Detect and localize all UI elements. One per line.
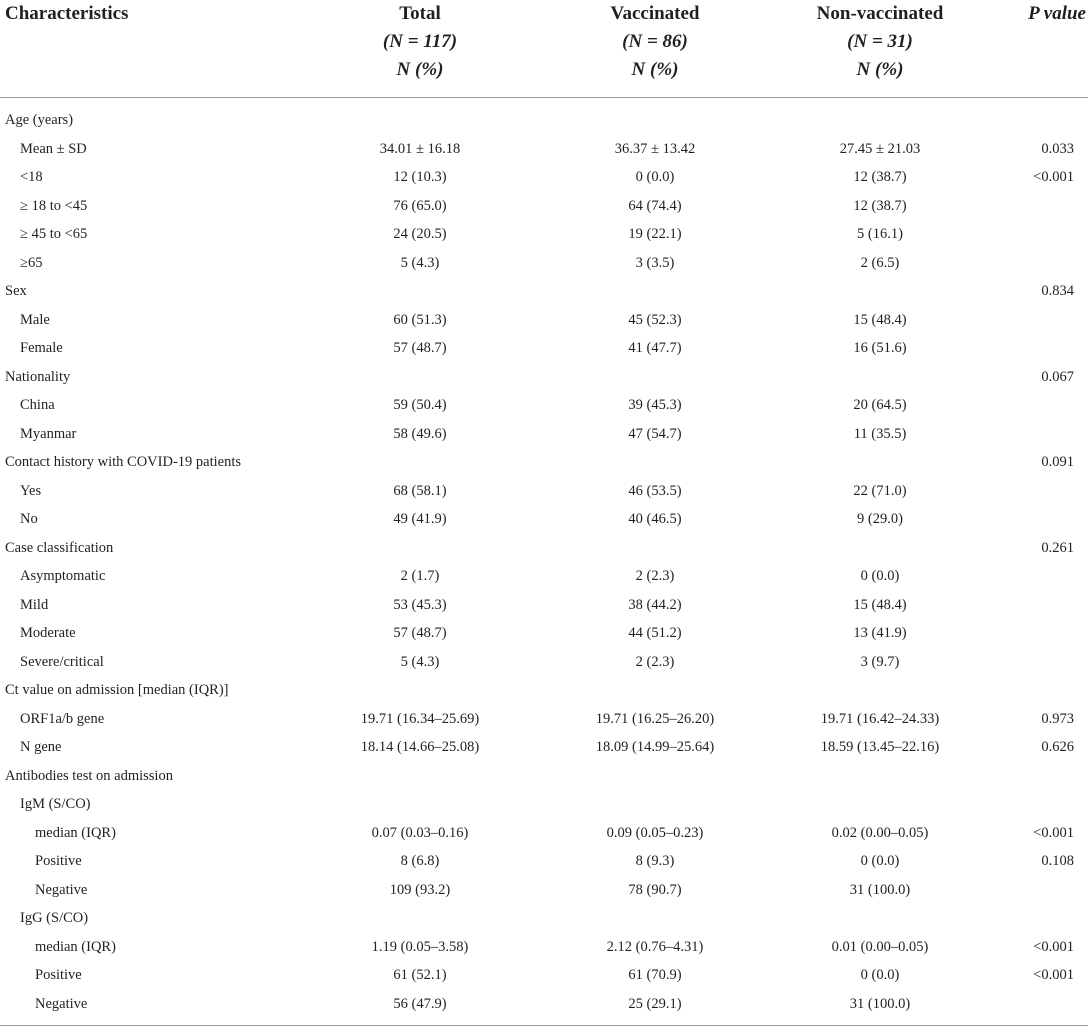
- row-label: Sex: [5, 283, 27, 300]
- row-label: ≥65: [20, 254, 43, 271]
- table-row: [0, 990, 1088, 1025]
- row-label: Age (years): [5, 112, 74, 128]
- cell-total: 49 (41.9): [393, 511, 447, 528]
- cell-total: [300, 98, 540, 136]
- row-label: Mild: [20, 596, 49, 613]
- cell-non-vaccinated: [770, 449, 990, 478]
- cell-total: 18.14 (14.66–25.08): [360, 739, 480, 756]
- cell-p-value: [990, 98, 1088, 136]
- cell-p-value: [990, 392, 1088, 421]
- table-row: [0, 192, 1088, 221]
- table-row: [0, 164, 1088, 193]
- row-label: Ct value on admission [median (IQR)]: [5, 682, 229, 699]
- cell-non-vaccinated: [770, 791, 990, 820]
- table-row: [0, 392, 1088, 421]
- cell-non-vaccinated: 15 (48.4): [853, 596, 907, 613]
- row-label: Male: [20, 311, 50, 328]
- row-label: ≥ 18 to <45: [20, 197, 88, 214]
- cell-vaccinated: 2 (2.3): [635, 653, 675, 670]
- row-label: IgG (S/CO): [20, 910, 89, 927]
- cell-total: 56 (47.9): [300, 990, 540, 1025]
- cell-vaccinated: 47 (54.7): [628, 425, 682, 442]
- header-vaccinated-title: Vaccinated: [610, 3, 700, 24]
- row-label: Myanmar: [20, 425, 77, 442]
- row-label: median (IQR): [35, 938, 116, 955]
- cell-vaccinated: 19.71 (16.25–26.20): [595, 710, 715, 727]
- cell-total: 1.19 (0.05–3.58): [371, 938, 469, 955]
- cell-vaccinated: 3 (3.5): [635, 254, 675, 271]
- cell-non-vaccinated: [770, 363, 990, 392]
- cell-non-vaccinated: 12 (38.7): [853, 197, 907, 214]
- cell-vaccinated: 39 (45.3): [628, 397, 682, 414]
- cell-p-value: 0.261: [1041, 539, 1074, 556]
- cell-non-vaccinated: 12 (38.7): [853, 169, 907, 186]
- cell-non-vaccinated: 18.59 (13.45–22.16): [820, 739, 940, 756]
- cell-vaccinated: 61 (70.9): [628, 967, 682, 984]
- cell-vaccinated: 46 (53.5): [628, 482, 682, 499]
- cell-total: 68 (58.1): [393, 482, 447, 499]
- cell-vaccinated: 2 (2.3): [635, 568, 675, 585]
- table-row: [0, 677, 1088, 706]
- cell-vaccinated: [540, 363, 770, 392]
- cell-non-vaccinated: 2 (6.5): [860, 254, 900, 271]
- header-vaccinated-unit: N (%): [631, 59, 679, 80]
- table-header: [0, 0, 1088, 98]
- table-row: [0, 933, 1088, 962]
- cell-p-value: [990, 335, 1088, 364]
- row-label: China: [20, 397, 55, 414]
- cell-total: 0.07 (0.03–0.16): [371, 824, 469, 841]
- cell-non-vaccinated: 13 (41.9): [853, 625, 907, 642]
- table-row: [0, 420, 1088, 449]
- cell-non-vaccinated: 11 (35.5): [853, 425, 907, 442]
- cell-p-value: [990, 677, 1088, 706]
- row-label: N gene: [20, 739, 62, 756]
- cell-p-value: <0.001: [1033, 938, 1074, 955]
- row-label: IgM (S/CO): [20, 796, 91, 813]
- cell-p-value: [990, 249, 1088, 278]
- row-label: Positive: [35, 967, 82, 984]
- cell-vaccinated: 0.09 (0.05–0.23): [606, 824, 704, 841]
- table-row: [0, 506, 1088, 535]
- row-label: Negative: [35, 881, 88, 898]
- cell-vaccinated: 40 (46.5): [628, 511, 682, 528]
- cell-vaccinated: 78 (90.7): [628, 881, 682, 898]
- row-label: Case classification: [5, 539, 114, 556]
- table-row: [0, 221, 1088, 250]
- table-row: [0, 335, 1088, 364]
- row-label: Positive: [35, 853, 82, 870]
- cell-total: 57 (48.7): [393, 625, 447, 642]
- table-row: [0, 249, 1088, 278]
- cell-non-vaccinated: [770, 677, 990, 706]
- header-characteristics-label: Characteristics: [5, 3, 129, 24]
- cell-vaccinated: [540, 98, 770, 136]
- table-row: [0, 278, 1088, 307]
- header-p-value-label: P value: [1028, 3, 1086, 24]
- table-row: [0, 135, 1088, 164]
- cell-total: [300, 363, 540, 392]
- cell-p-value: [990, 990, 1088, 1025]
- cell-total: [300, 905, 540, 934]
- cell-non-vaccinated: 31 (100.0): [770, 990, 990, 1025]
- cell-non-vaccinated: 0.02 (0.00–0.05): [831, 824, 929, 841]
- cell-p-value: <0.001: [1033, 824, 1074, 841]
- cell-non-vaccinated: 0 (0.0): [860, 967, 900, 984]
- cell-vaccinated: 38 (44.2): [628, 596, 682, 613]
- cell-non-vaccinated: 0 (0.0): [860, 568, 900, 585]
- row-label: ≥ 45 to <65: [20, 226, 88, 243]
- cell-p-value: <0.001: [1033, 967, 1074, 984]
- cell-vaccinated: [540, 278, 770, 307]
- table-row: [0, 363, 1088, 392]
- cell-total: 12 (10.3): [393, 169, 447, 186]
- cell-non-vaccinated: 3 (9.7): [860, 653, 900, 670]
- row-label: ORF1a/b gene: [20, 710, 105, 727]
- cell-total: 5 (4.3): [400, 254, 440, 271]
- cell-p-value: [990, 420, 1088, 449]
- cell-p-value: 0.067: [1041, 368, 1074, 385]
- cell-p-value: [990, 591, 1088, 620]
- cell-vaccinated: 18.09 (14.99–25.64): [595, 739, 715, 756]
- cell-non-vaccinated: 16 (51.6): [853, 340, 907, 357]
- cell-total: [300, 278, 540, 307]
- cell-non-vaccinated: 19.71 (16.42–24.33): [820, 710, 940, 727]
- row-label: Mean ± SD: [20, 140, 87, 157]
- table-row: [0, 98, 1088, 136]
- cell-total: 76 (65.0): [393, 197, 447, 214]
- cell-p-value: 0.834: [1041, 283, 1074, 300]
- cell-vaccinated: [540, 449, 770, 478]
- table-row: [0, 905, 1088, 934]
- cell-total: [300, 762, 540, 791]
- cell-p-value: [990, 192, 1088, 221]
- cell-total: 5 (4.3): [400, 653, 440, 670]
- cell-total: 59 (50.4): [393, 397, 447, 414]
- cell-p-value: 0.108: [1041, 853, 1074, 870]
- row-label: No: [20, 511, 38, 528]
- header-vaccinated-n: (N = 86): [622, 31, 688, 52]
- header-characteristics: [0, 0, 300, 98]
- cell-total: 19.71 (16.34–25.69): [360, 710, 480, 727]
- table-row: [0, 876, 1088, 905]
- cell-total: 8 (6.8): [400, 853, 440, 870]
- table-row: [0, 791, 1088, 820]
- cell-vaccinated: 0 (0.0): [635, 169, 675, 186]
- cell-total: 24 (20.5): [393, 226, 447, 243]
- cell-total: [300, 449, 540, 478]
- cell-vaccinated: 2.12 (0.76–4.31): [606, 938, 704, 955]
- table-row: [0, 306, 1088, 335]
- table-row: [0, 563, 1088, 592]
- header-total-unit: N (%): [396, 59, 444, 80]
- cell-vaccinated: 36.37 ± 13.42: [614, 140, 696, 157]
- cell-vaccinated: [540, 762, 770, 791]
- cell-p-value: [990, 306, 1088, 335]
- row-label: <18: [20, 169, 43, 186]
- table-row: [0, 477, 1088, 506]
- cell-p-value: [990, 762, 1088, 791]
- cell-non-vaccinated: 9 (29.0): [857, 511, 903, 528]
- table-row: [0, 591, 1088, 620]
- cell-vaccinated: 64 (74.4): [628, 197, 682, 214]
- header-total-title: Total: [399, 3, 441, 24]
- row-label: Contact history with COVID-19 patients: [5, 454, 242, 471]
- header-p-value: [990, 0, 1088, 98]
- cell-total: 60 (51.3): [393, 311, 447, 328]
- cell-total: 34.01 ± 16.18: [379, 140, 461, 157]
- cell-vaccinated: [540, 905, 770, 934]
- cell-p-value: [990, 506, 1088, 535]
- cell-p-value: 0.626: [1041, 739, 1074, 756]
- cell-non-vaccinated: [770, 278, 990, 307]
- header-total: [300, 0, 540, 98]
- cell-p-value: [990, 648, 1088, 677]
- table-row: [0, 449, 1088, 478]
- cell-non-vaccinated: 20 (64.5): [853, 397, 907, 414]
- row-label: Asymptomatic: [20, 568, 106, 585]
- cell-p-value: 0.033: [1041, 140, 1074, 157]
- cell-vaccinated: 8 (9.3): [635, 853, 675, 870]
- cell-non-vaccinated: 15 (48.4): [853, 311, 907, 328]
- header-non-vaccinated: [770, 0, 990, 98]
- cell-p-value: [990, 905, 1088, 934]
- cell-non-vaccinated: 0.01 (0.00–0.05): [831, 938, 929, 955]
- header-non-vaccinated-n: (N = 31): [847, 31, 913, 52]
- cell-vaccinated: 45 (52.3): [628, 311, 682, 328]
- cell-p-value: [990, 563, 1088, 592]
- cell-p-value: [990, 791, 1088, 820]
- cell-non-vaccinated: 22 (71.0): [853, 482, 907, 499]
- cell-p-value: [990, 477, 1088, 506]
- cell-vaccinated: 19 (22.1): [628, 226, 682, 243]
- header-total-n: (N = 117): [382, 31, 458, 52]
- cell-vaccinated: 44 (51.2): [628, 625, 682, 642]
- cell-non-vaccinated: 5 (16.1): [857, 226, 903, 243]
- header-row: [0, 0, 1088, 98]
- cell-total: 2 (1.7): [400, 568, 440, 585]
- cell-vaccinated: [540, 677, 770, 706]
- cell-non-vaccinated: [770, 905, 990, 934]
- cell-non-vaccinated: [770, 762, 990, 791]
- cell-total: 53 (45.3): [393, 596, 447, 613]
- row-label: Nationality: [5, 368, 71, 385]
- cell-non-vaccinated: 27.45 ± 21.03: [839, 140, 921, 157]
- cell-non-vaccinated: 31 (100.0): [849, 881, 911, 898]
- table-row: [0, 762, 1088, 791]
- cell-total: [300, 677, 540, 706]
- header-non-vaccinated-title: Non-vaccinated: [816, 3, 944, 24]
- table-row: [0, 848, 1088, 877]
- table-row: [0, 534, 1088, 563]
- table-row: [0, 819, 1088, 848]
- cell-p-value: <0.001: [1033, 169, 1074, 186]
- table-body: [0, 98, 1088, 1026]
- cell-vaccinated: 41 (47.7): [628, 340, 682, 357]
- row-label: Moderate: [20, 625, 76, 642]
- cell-non-vaccinated: 0 (0.0): [860, 853, 900, 870]
- table-row: [0, 648, 1088, 677]
- row-label: Severe/critical: [20, 653, 104, 670]
- cell-total: 109 (93.2): [389, 881, 451, 898]
- row-label: Female: [20, 340, 63, 357]
- row-label: Yes: [20, 482, 42, 499]
- table-row: [0, 734, 1088, 763]
- cell-total: 57 (48.7): [393, 340, 447, 357]
- cell-non-vaccinated: [770, 534, 990, 563]
- table-row: [0, 705, 1088, 734]
- cell-total: 61 (52.1): [393, 967, 447, 984]
- cell-total: [300, 791, 540, 820]
- cell-vaccinated: 25 (29.1): [540, 990, 770, 1025]
- cell-p-value: [990, 221, 1088, 250]
- cell-p-value: 0.091: [1041, 454, 1074, 471]
- cell-p-value: [990, 876, 1088, 905]
- cell-total: [300, 534, 540, 563]
- table-row: [0, 620, 1088, 649]
- header-vaccinated: [540, 0, 770, 98]
- row-label: Antibodies test on admission: [5, 767, 173, 784]
- cell-vaccinated: [540, 791, 770, 820]
- cell-p-value: 0.973: [1041, 710, 1074, 727]
- table-row: [0, 962, 1088, 991]
- cell-non-vaccinated: [770, 98, 990, 136]
- header-non-vaccinated-unit: N (%): [856, 59, 904, 80]
- cell-p-value: [990, 620, 1088, 649]
- cell-vaccinated: [540, 534, 770, 563]
- row-label: Negative: [0, 990, 300, 1025]
- cell-total: 58 (49.6): [393, 425, 447, 442]
- row-label: median (IQR): [35, 824, 116, 841]
